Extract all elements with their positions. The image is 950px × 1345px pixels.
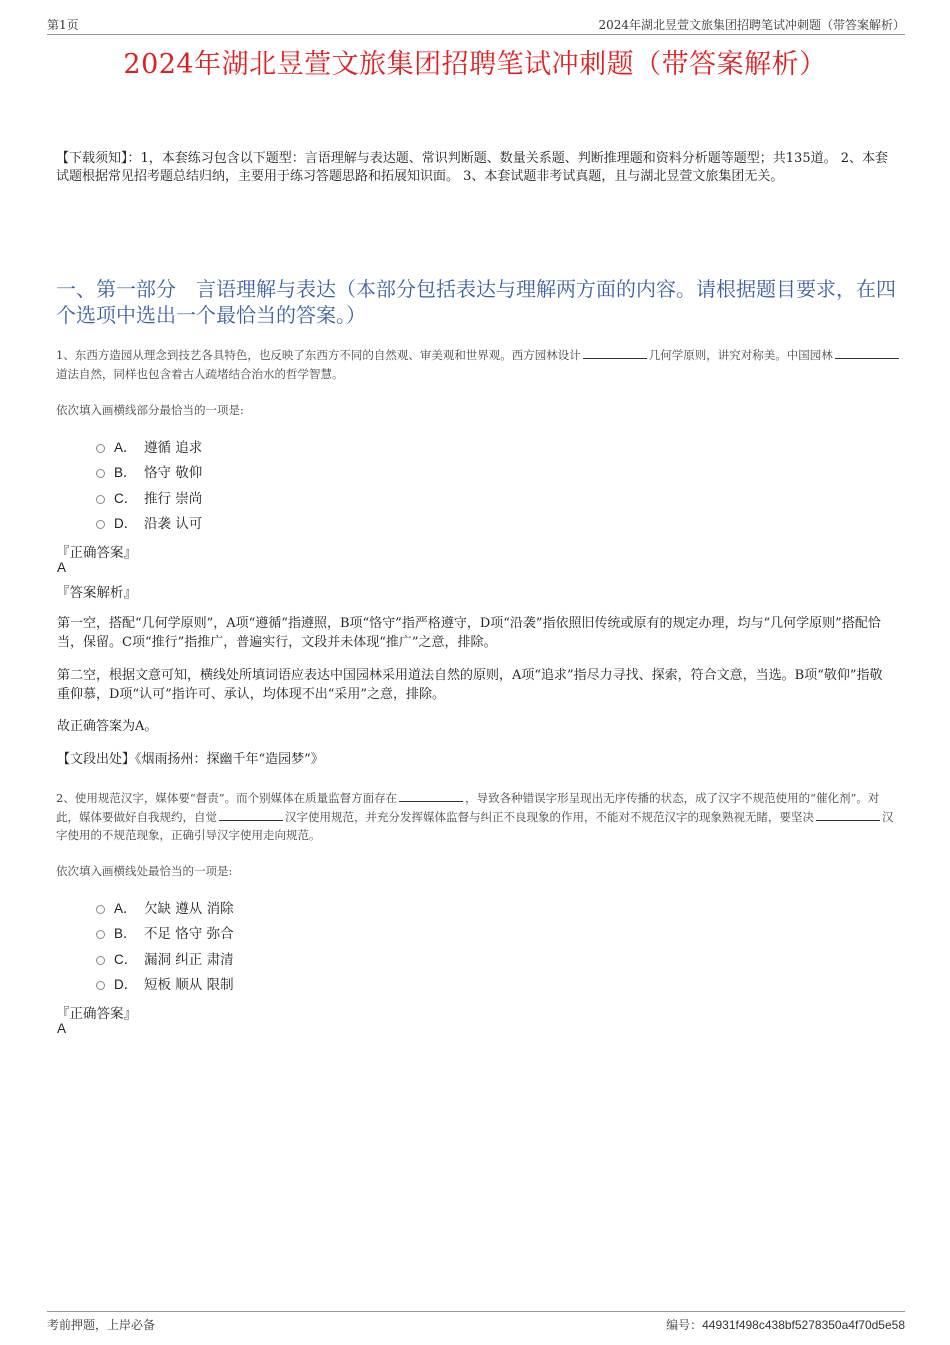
page-footer [47, 1311, 905, 1334]
radio-button[interactable] [96, 956, 105, 965]
footer-code [666, 1316, 905, 1333]
question-2-text-b: ，导致各种错误字形呈现出无序传播的状态，成了汉字不规范使用的“催化剂”。对此，媒体要做好自我规约，自觉 [56, 791, 880, 824]
question-1-text [56, 346, 902, 383]
question-1-blank-2 [835, 347, 899, 359]
question-2-options [96, 894, 496, 996]
page-number: 第1页 [47, 18, 79, 32]
option-letter: A． [114, 439, 137, 455]
question-1-option-a[interactable] [96, 433, 496, 459]
option-letter: C． [114, 951, 138, 967]
option-text: 推行 崇尚 [144, 490, 203, 507]
question-2-instruction: 依次填入画横线处最恰当的一项是: [56, 864, 233, 878]
question-1-answer-label: 『正确答案』 [56, 545, 137, 561]
question-1-option-b[interactable] [96, 459, 496, 485]
option-letter: D． [114, 977, 138, 993]
question-1-source: 【文段出处】《烟雨扬州：探幽千年“造园梦”》 [57, 752, 324, 767]
option-text: 恪守 敬仰 [144, 465, 203, 482]
option-text: 短板 顺从 限制 [144, 977, 234, 994]
question-1-text-b: 几何学原则，讲究对称美。中国园林 [648, 348, 833, 362]
option-letter: A． [114, 900, 137, 916]
question-1-option-c[interactable] [96, 484, 496, 510]
option-text: 不足 恪守 弥合 [144, 926, 234, 943]
question-2-blank-3 [816, 809, 880, 821]
section-title: 一、第一部分 言语理解与表达（本部分包括表达与理解两方面的内容。请根据题目要求，在四个选项中选出一个最恰当的答案。） [56, 277, 896, 327]
question-2-text-d: 汉字使用的不规范现象，正确引导汉字使用走向规范。 [56, 809, 894, 842]
question-2-text [56, 789, 902, 845]
document-title: 2024年湖北昱萱文旅集团招聘笔试冲刺题（带答案解析） [123, 49, 827, 80]
question-1-text-a: 1、东西方造园从理念到技艺各具特色，也反映了东西方不同的自然观、审美观和世界观。西方园林设计 [56, 348, 581, 362]
question-2-text-c: 汉字使用规范，并充分发挥媒体监督与纠正不良现象的作用，不能对不规范汉字的现象熟视无睹，要坚决 [285, 809, 814, 824]
option-letter: C． [114, 490, 138, 506]
option-letter: B． [114, 926, 137, 942]
radio-button[interactable] [96, 981, 105, 990]
option-letter: B． [114, 465, 137, 481]
download-notice: 【下载须知】：1，本套练习包含以下题型：言语理解与表达题、常识判断题、数量关系题、判断推理题和资料分析题等题型；共135道。 2、本套试题根据常见招考题总结归纳，主要用于练习答题思路和拓展知识面。 3、本套试题非考试真题，且与湖北昱萱文旅集团无关。 [56, 151, 888, 184]
option-text: 沿袭 认可 [144, 516, 203, 533]
question-2-blank-1 [399, 790, 463, 802]
footer-code-value: 44931f498c438bf5278350a4f70d5e58 [702, 1318, 905, 1332]
radio-button[interactable] [96, 444, 105, 453]
radio-button[interactable] [96, 495, 105, 504]
option-text: 漏洞 纠正 肃清 [144, 951, 234, 968]
page-header [47, 14, 905, 35]
question-2-option-c[interactable] [96, 945, 496, 971]
question-1-option-d[interactable] [96, 510, 496, 536]
question-1-conclusion: 故正确答案为A。 [57, 719, 158, 734]
question-1-analysis-label: 『答案解析』 [56, 585, 137, 601]
question-1-analysis-2: 第二空，根据文意可知，横线处所填词语应表达中国园林采用道法自然的原则，A项“追求”指尽力寻找、探索，符合文意，当选。B项“敬仰”指敬重仰慕，D项“认可”指许可、承认，均体现不出“采用”之意，排除。 [57, 668, 883, 702]
question-1-analysis-1: 第一空，搭配“几何学原则”，A项“遵循”指遵照，B项“恪守”指严格遵守，D项“沿袭”指依照旧传统或原有的规定办理，均与“几何学原则”搭配恰当，保留。C项“推行”指推广，普遍实行，文段并未体现“推广”之意，排除。 [57, 616, 881, 650]
radio-button[interactable] [96, 905, 105, 914]
question-2-answer-label: 『正确答案』 [56, 1006, 137, 1022]
radio-button[interactable] [96, 469, 105, 478]
option-text: 遵循 追求 [144, 439, 203, 456]
footer-code-label: 编号： [666, 1318, 703, 1332]
question-2-option-b[interactable] [96, 920, 496, 946]
question-2-option-a[interactable] [96, 894, 496, 920]
question-2-blank-2 [219, 809, 283, 821]
question-1-answer: A [57, 560, 67, 575]
header-doc-title: 2024年湖北昱萱文旅集团招聘笔试冲刺题（带答案解析） [598, 18, 905, 32]
question-1-options [96, 433, 496, 535]
question-2-answer: A [57, 1021, 67, 1036]
radio-button[interactable] [96, 930, 105, 939]
radio-button[interactable] [96, 520, 105, 529]
question-1-text-c: 道法自然，同样也包含着古人疏堵结合治水的哲学智慧。 [56, 366, 344, 381]
option-letter: D． [114, 516, 138, 532]
option-text: 欠缺 遵从 消除 [144, 900, 234, 917]
question-2-option-d[interactable] [96, 971, 496, 997]
footer-slogan: 考前押题，上岸必备 [47, 1318, 156, 1332]
question-1-instruction: 依次填入画横线部分最恰当的一项是: [56, 403, 244, 417]
question-2-text-a: 2、使用规范汉字，媒体要“督责”。而个别媒体在质量监督方面存在 [56, 791, 398, 805]
question-1-blank-1 [583, 347, 647, 359]
